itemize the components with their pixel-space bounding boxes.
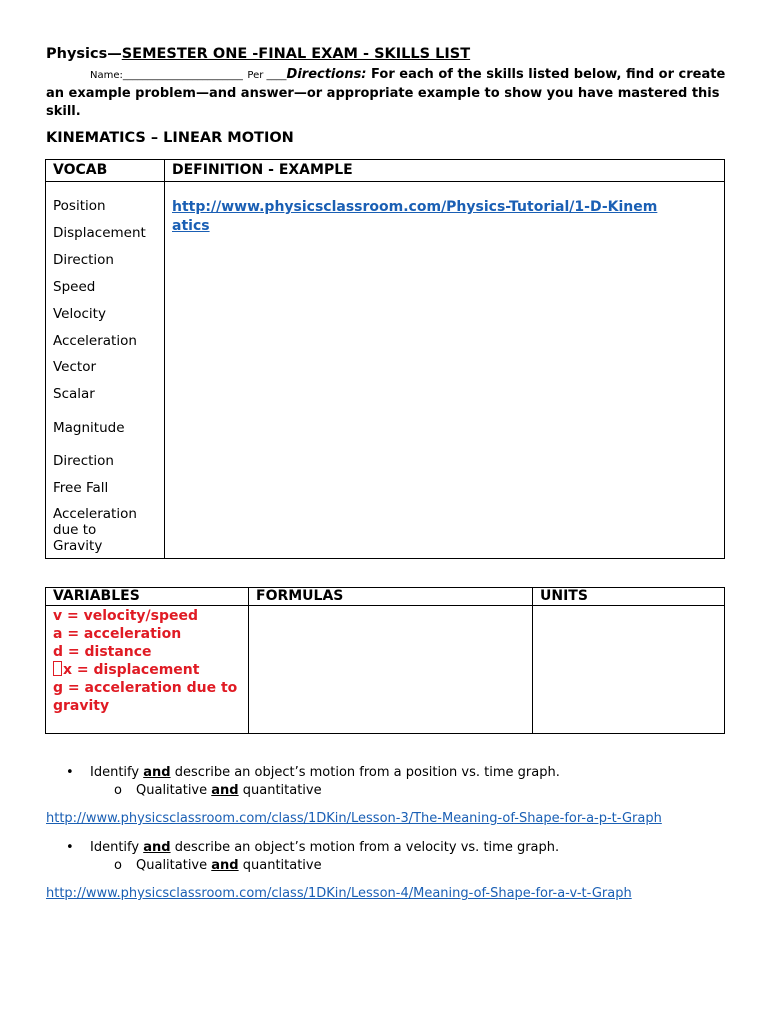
vocab-term: Displacement	[53, 225, 146, 241]
vocab-table	[45, 159, 725, 559]
sub-bullet-icon: o	[114, 858, 122, 873]
name-blank[interactable]: Name:________________________	[90, 70, 243, 81]
units-cell[interactable]	[533, 606, 725, 734]
vocab-term: Speed	[53, 279, 96, 295]
formulas-header: FORMULAS	[249, 588, 533, 606]
definition-header: DEFINITION - EXAMPLE	[165, 160, 725, 182]
vocab-term: Scalar	[53, 386, 95, 402]
variable-item: x = displacement	[53, 661, 241, 679]
variables-header: VARIABLES	[46, 588, 249, 606]
units-header: UNITS	[533, 588, 725, 606]
vocab-header: VOCAB	[46, 160, 165, 182]
formulas-cell[interactable]	[249, 606, 533, 734]
section-heading: KINEMATICS – LINEAR MOTION	[46, 130, 294, 146]
missing-glyph-icon	[53, 661, 62, 676]
vocab-term: Free Fall	[53, 480, 109, 496]
vocab-term: Magnitude	[53, 420, 125, 436]
page-title	[46, 46, 470, 62]
period-blank[interactable]: Per ____	[247, 70, 287, 81]
title-main: SEMESTER ONE -FINAL EXAM - SKILLS LIST	[121, 46, 471, 62]
kinematics-link[interactable]: http://www.physicsclassroom.com/Physics-Tutorial/1-D-Kinematics	[172, 199, 658, 234]
vocab-term: Direction	[53, 453, 114, 469]
vocab-terms	[46, 182, 164, 554]
variable-item: g = acceleration due to gravity	[53, 680, 238, 714]
directions-text: For each of the skills listed below, find or create an example problem—and answer—or appropriate example to show you have mastered this skill.	[46, 67, 726, 119]
velocity-graph-link[interactable]: http://www.physicsclassroom.com/class/1DKin/Lesson-4/Meaning-of-Shape-for-a-v-t-Graph	[46, 886, 632, 901]
bullet-icon: •	[66, 765, 74, 780]
vocab-term: Acceleration	[53, 333, 137, 349]
variable-item: d = distance	[53, 644, 152, 660]
directions-label: Directions:	[286, 67, 367, 82]
vocab-term: Acceleration due to Gravity	[53, 506, 137, 554]
variable-item: a = acceleration	[53, 626, 182, 642]
vocab-term: Velocity	[53, 306, 106, 322]
sub-bullet-icon: o	[114, 783, 122, 798]
variables-table	[45, 587, 725, 734]
vocab-term: Vector	[53, 359, 97, 375]
title-prefix: Physics—	[46, 46, 122, 62]
variables-list	[46, 606, 249, 734]
directions-block	[46, 66, 736, 121]
variable-item: v = velocity/speed	[53, 608, 199, 624]
bullet-icon: •	[66, 840, 74, 855]
position-graph-link[interactable]: http://www.physicsclassroom.com/class/1DKin/Lesson-3/The-Meaning-of-Shape-for-a-p-t-Graph	[46, 811, 662, 826]
vocab-term: Direction	[53, 252, 114, 268]
vocab-term: Position	[53, 198, 106, 214]
